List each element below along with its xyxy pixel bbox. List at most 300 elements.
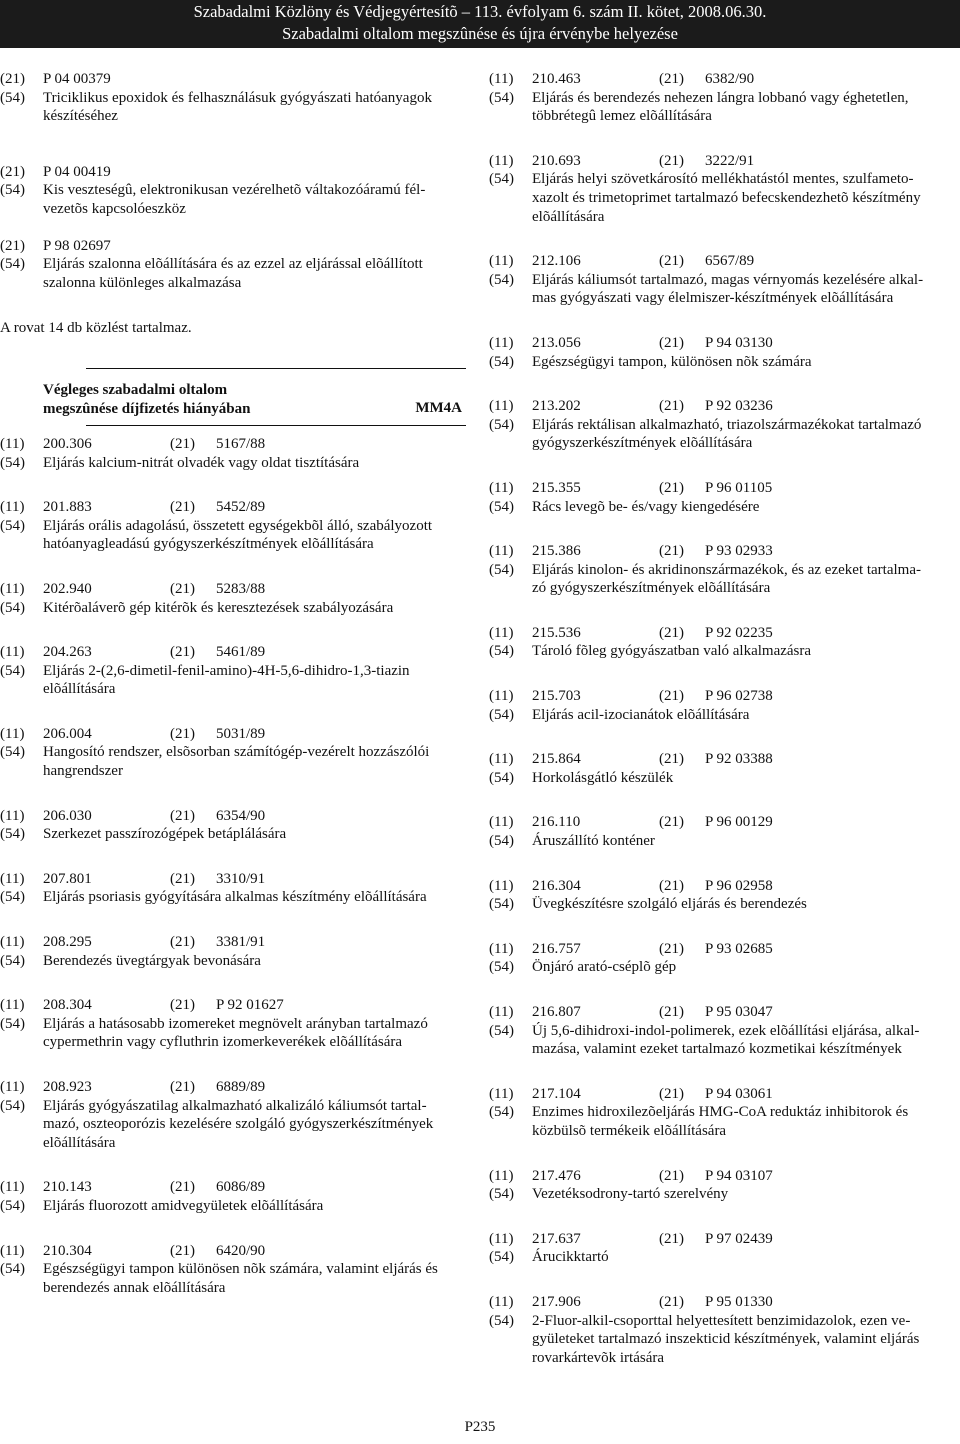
entry-title-line	[489, 1312, 960, 1331]
field-code: (21)	[170, 1242, 195, 1259]
number-values	[532, 1230, 960, 1249]
section-heading-line2: megszûnése díjfizetés hiányában	[43, 400, 251, 417]
entry-title-line	[0, 454, 470, 473]
patent-number: 217.104	[532, 1085, 581, 1102]
number-values	[43, 725, 470, 744]
number-values	[532, 750, 960, 769]
number-values	[532, 940, 960, 959]
entry-title-line	[489, 1022, 960, 1041]
patent-entry	[0, 1178, 470, 1215]
application-number: 6382/90	[705, 71, 755, 87]
patent-title: Egészségügyi tampon különösen nõk számára, valamint eljárás és	[43, 1261, 438, 1278]
patent-entry	[489, 940, 960, 977]
patent-number: 213.056	[532, 334, 581, 351]
number-values	[532, 542, 960, 561]
field-code: (11)	[0, 499, 25, 516]
application-number: P 96 02958	[705, 877, 773, 894]
patent-title: Eljárás rektálisan alkalmazható, triazolszármazékokat tartalmazó	[532, 416, 922, 433]
entry-line	[0, 107, 470, 126]
field-code	[0, 680, 43, 699]
section-heading-line1: Végleges szabadalmi oltalom	[43, 381, 228, 398]
field-value: Kis veszteségû, elektronikusan vezérelhetõ váltakozóáramú fél-	[43, 182, 426, 199]
number-values	[43, 1242, 470, 1261]
field-code: (54)	[0, 826, 25, 843]
entry-title-line	[489, 498, 960, 517]
patent-title: többrétegû lemez elõállítására	[532, 108, 712, 125]
patent-number: 208.295	[43, 934, 92, 951]
field-value: készítéséhez	[43, 108, 118, 125]
patent-number: 215.864	[532, 751, 581, 768]
field-code: (21)	[659, 1293, 684, 1310]
entry-title-line	[0, 680, 470, 699]
application-number: P 94 03107	[705, 1167, 773, 1184]
number-values	[43, 1178, 470, 1197]
application-number: 6889/89	[216, 1079, 266, 1095]
field-code: (54)	[0, 889, 25, 906]
entry-title-line	[489, 1330, 960, 1349]
field-code: (11)	[0, 435, 25, 452]
entry-title-line	[489, 416, 960, 435]
entry-title-line	[0, 517, 470, 536]
entry-number-line	[0, 725, 470, 744]
entry-line	[0, 163, 470, 182]
application-number: P 92 03388	[705, 751, 773, 768]
entry-title-line	[489, 89, 960, 108]
patent-title: Üvegkészítésre szolgáló eljárás és berendezés	[532, 896, 807, 913]
entry-number-line	[489, 940, 960, 959]
field-code: (21)	[659, 877, 684, 894]
field-code: (11)	[0, 725, 25, 742]
patent-number: 216.757	[532, 940, 581, 957]
entry-number-line	[0, 498, 470, 517]
entry-title-line	[489, 1040, 960, 1059]
entry-title-line	[489, 1349, 960, 1368]
patent-title: Eljárás kalcium-nitrát olvadék vagy oldat tisztítására	[43, 454, 360, 471]
number-values	[532, 397, 960, 416]
field-code: (11)	[0, 807, 25, 824]
number-values	[43, 933, 470, 952]
patent-entry	[489, 813, 960, 850]
patent-title: gyógyszerkészítmények elõállítására	[532, 435, 753, 452]
entry-line	[0, 70, 470, 89]
field-code: (54)	[0, 1015, 25, 1032]
patent-entry	[0, 725, 470, 781]
field-code: (21)	[659, 624, 684, 641]
number-values	[532, 1085, 960, 1104]
entry-title-line	[489, 832, 960, 851]
field-value: P 04 00379	[43, 71, 111, 87]
field-code: (21)	[659, 543, 684, 560]
patent-number: 202.940	[43, 580, 92, 597]
entry-title-line	[489, 958, 960, 977]
patent-entry	[0, 163, 470, 219]
entry-number-line	[489, 1230, 960, 1249]
field-code: (11)	[489, 479, 514, 496]
patent-entry	[0, 643, 470, 699]
field-code: (54)	[489, 271, 514, 288]
entry-title-line	[0, 825, 470, 844]
application-number: 3381/91	[216, 934, 266, 951]
patent-entry	[0, 435, 470, 472]
patent-entry	[0, 580, 470, 617]
patent-number: 210.143	[43, 1179, 92, 1196]
entry-number-line	[0, 643, 470, 662]
patent-number: 215.703	[532, 688, 581, 705]
patent-title: cypermethrin vagy cyfluthrin izomerkeverékek elõállítására	[43, 1034, 403, 1051]
entry-title-line	[489, 107, 960, 126]
patent-title: mazása, valamint ezeket tartalmazó kozmetikai készítmények	[532, 1041, 902, 1058]
patent-title: Áruszállító konténer	[532, 833, 655, 850]
entry-title-line	[0, 662, 470, 681]
field-code: (11)	[489, 751, 514, 768]
entry-line	[0, 237, 470, 256]
field-code: (21)	[170, 644, 195, 661]
patent-number: 215.386	[532, 543, 581, 560]
patent-entry	[489, 1085, 960, 1141]
field-code: (11)	[489, 1004, 514, 1020]
field-code	[489, 189, 532, 208]
patent-title: Eljárás gyógyászatilag alkalmazható alkalizáló káliumsót tartal-	[43, 1097, 427, 1114]
field-code: (54)	[0, 1197, 25, 1214]
patent-title: Vezetéksodrony-tartó szerelvény	[532, 1186, 729, 1203]
application-number: P 92 01627	[216, 997, 284, 1014]
patent-entry	[489, 152, 960, 226]
patent-number: 208.304	[43, 997, 92, 1014]
field-code	[0, 1134, 43, 1153]
patent-title: Tároló fõleg gyógyászatban való alkalmazásra	[532, 643, 812, 660]
patent-entry	[0, 498, 470, 554]
field-code	[0, 535, 43, 554]
patent-entry	[489, 750, 960, 787]
entry-title-line	[0, 1015, 470, 1034]
entry-title-line	[489, 289, 960, 308]
number-values	[43, 643, 470, 662]
application-number: P 95 03047	[705, 1004, 773, 1020]
field-code: (11)	[489, 1230, 514, 1247]
field-code: (54)	[0, 256, 25, 273]
patent-entry	[489, 624, 960, 661]
field-code: (11)	[489, 940, 514, 957]
patent-title: elõállítására	[43, 1134, 116, 1151]
field-code: (54)	[489, 706, 514, 723]
field-code	[489, 1122, 532, 1141]
field-code	[489, 579, 532, 598]
field-code: (21)	[170, 1079, 195, 1095]
patent-entry	[0, 996, 470, 1052]
field-value: Triciklikus epoxidok és felhasználásuk gyógyászati hatóanyagok	[43, 89, 432, 106]
entry-title-line	[489, 271, 960, 290]
number-values	[532, 334, 960, 353]
field-code: (11)	[489, 253, 514, 270]
field-code	[0, 107, 43, 126]
application-number: 5283/88	[216, 580, 266, 597]
entry-title-line	[489, 208, 960, 227]
right-column	[489, 70, 960, 1367]
entry-number-line	[489, 334, 960, 353]
field-code: (54)	[0, 662, 25, 679]
field-code	[489, 289, 532, 308]
number-values	[43, 996, 470, 1015]
application-number: P 93 02933	[705, 543, 773, 560]
field-code: (21)	[659, 1167, 684, 1184]
field-code: (11)	[489, 814, 514, 831]
patent-title: xazolt és trimetoprimet tartalmazó befecskendezhetõ készítmény	[532, 189, 921, 206]
entry-title-line	[0, 1197, 470, 1216]
patent-title: Eljárás káliumsót tartalmazó, magas vérnyomás kezelésére alkal-	[532, 271, 924, 288]
field-code: (11)	[0, 870, 25, 887]
entry-number-line	[0, 933, 470, 952]
entry-number-line	[489, 1167, 960, 1186]
patent-title: gyületeket tartalmazó inszekticid készítmények, valamint eljárás	[532, 1331, 920, 1348]
number-values	[43, 498, 470, 517]
field-code: (21)	[170, 807, 195, 824]
entry-number-line	[489, 877, 960, 896]
patent-number: 206.030	[43, 807, 92, 824]
application-number: P 96 01105	[705, 479, 773, 496]
patent-number: 215.536	[532, 624, 581, 641]
entry-title-line	[0, 888, 470, 907]
field-code: (54)	[489, 353, 514, 370]
field-code: (21)	[170, 934, 195, 951]
number-values	[532, 624, 960, 643]
entry-title-line	[489, 642, 960, 661]
entry-title-line	[0, 1260, 470, 1279]
application-number: 5452/89	[216, 499, 266, 516]
number-values	[532, 1003, 960, 1022]
patent-title: Árucikktartó	[532, 1249, 609, 1266]
field-code: (54)	[489, 171, 514, 188]
field-code: (11)	[489, 334, 514, 351]
section-note: A rovat 14 db közlést tartalmaz.	[0, 320, 192, 337]
entry-number-line	[0, 435, 470, 454]
entry-number-line	[489, 397, 960, 416]
entry-title-line	[0, 1115, 470, 1134]
entry-number-line	[489, 152, 960, 171]
field-code: (54)	[489, 1186, 514, 1203]
patent-number: 208.923	[43, 1079, 92, 1095]
entry-title-line	[0, 1134, 470, 1153]
entry-number-line	[0, 1178, 470, 1197]
field-code: (54)	[489, 416, 514, 433]
application-number: P 96 02738	[705, 688, 773, 705]
patent-title: Eljárás psoriasis gyógyítására alkalmas készítmény elõállítására	[43, 889, 427, 906]
field-code: (11)	[0, 934, 25, 951]
entry-title-line	[0, 743, 470, 762]
patent-entry	[0, 237, 470, 293]
field-code	[489, 1349, 532, 1368]
application-number: 6354/90	[216, 807, 266, 824]
entry-title-line	[0, 952, 470, 971]
number-values	[532, 877, 960, 896]
field-code: (21)	[659, 1004, 684, 1020]
patent-number: 206.004	[43, 725, 92, 742]
field-code: (11)	[489, 688, 514, 705]
patent-title: Hangosító rendszer, elsõsorban számítógép-vezérelt hozzászólói	[43, 744, 430, 761]
number-values	[532, 687, 960, 706]
patent-title: zó gyógyszerkészítmények elõállítására	[532, 580, 771, 597]
entry-number-line	[489, 624, 960, 643]
application-number: P 92 02235	[705, 624, 773, 641]
patent-entry	[489, 542, 960, 598]
field-code	[0, 762, 43, 781]
section-rule-bottom	[86, 425, 466, 426]
field-code: (21)	[659, 253, 684, 270]
application-number: 3310/91	[216, 870, 266, 887]
application-number: P 92 03236	[705, 398, 773, 415]
patent-entry	[489, 1167, 960, 1204]
number-values	[532, 252, 960, 271]
field-code: (54)	[489, 643, 514, 660]
field-code	[0, 1279, 43, 1298]
entry-number-line	[0, 580, 470, 599]
field-code: (21)	[659, 751, 684, 768]
patent-title: Eljárás orális adagolású, összetett egységekbõl álló, szabályozott	[43, 517, 433, 534]
journal-title: Szabadalmi Közlöny és Védjegyértesítõ – 113. évfolyam 6. szám II. kötet, 2008.06.30.	[193, 2, 767, 21]
field-code: (54)	[489, 833, 514, 850]
patent-entry	[0, 70, 470, 126]
entry-title-line	[489, 1248, 960, 1267]
entry-title-line	[0, 599, 470, 618]
application-number: P 93 02685	[705, 940, 773, 957]
field-code: (54)	[489, 1104, 514, 1121]
patent-number: 217.476	[532, 1167, 581, 1184]
field-code: (11)	[489, 1167, 514, 1184]
number-values	[532, 1167, 960, 1186]
field-code: (21)	[170, 997, 195, 1014]
left-column	[0, 70, 470, 1297]
mm4a-section-header	[43, 368, 470, 426]
field-code: (54)	[489, 1022, 514, 1039]
number-values	[532, 813, 960, 832]
field-code: (54)	[489, 561, 514, 578]
entry-number-line	[489, 542, 960, 561]
patent-number: 216.807	[532, 1004, 581, 1020]
entry-title-line	[0, 1033, 470, 1052]
field-code	[0, 1115, 43, 1134]
patent-title: Kitérõaláverõ gép kitérõk és keresztezések szabályozására	[43, 599, 394, 616]
patent-title: Szerkezet passzírozógépek betáplálására	[43, 826, 287, 843]
entry-number-line	[0, 807, 470, 826]
patent-number: 217.906	[532, 1293, 581, 1310]
field-code: (54)	[0, 182, 25, 199]
entry-title-line	[0, 1097, 470, 1116]
field-code: (11)	[489, 398, 514, 415]
patent-title: Eljárás fluorozott amidvegyületek elõállítására	[43, 1197, 324, 1214]
number-values	[532, 152, 960, 171]
field-value: szalonna különleges alkalmazása	[43, 274, 242, 291]
patent-title: berendezés annak elõállítására	[43, 1279, 226, 1296]
patent-title: Eljárás helyi szövetkárosító mellékhatástól mentes, szulfameto-	[532, 171, 914, 188]
patent-title: Egészségügyi tampon, különösen nõk számára	[532, 353, 812, 370]
field-code: (21)	[170, 1179, 195, 1196]
field-code: (54)	[489, 896, 514, 913]
field-code: (11)	[0, 1179, 25, 1196]
patent-entry	[489, 252, 960, 308]
entry-line	[0, 181, 470, 200]
field-code	[489, 107, 532, 126]
patent-title: Horkolásgátló készülék	[532, 769, 674, 786]
patent-entry	[0, 1242, 470, 1298]
entry-number-line	[489, 1003, 960, 1022]
field-code: (11)	[0, 644, 25, 661]
entry-number-line	[0, 1078, 470, 1097]
entry-number-line	[489, 479, 960, 498]
entry-line	[0, 200, 470, 219]
patent-title: Eljárás acil-izocianátok elõállítására	[532, 706, 750, 723]
field-code: (54)	[489, 1249, 514, 1266]
patent-entry	[489, 1003, 960, 1059]
patent-number: 210.693	[532, 152, 581, 169]
patent-title: elõállítására	[43, 681, 116, 698]
entry-title-line	[489, 1122, 960, 1141]
entry-title-line	[489, 706, 960, 725]
patent-title: Enzimes hidroxilezõeljárás HMG-CoA reduktáz inhibitorok és	[532, 1104, 909, 1121]
entry-title-line	[489, 561, 960, 580]
patent-title: Berendezés üvegtárgyak bevonására	[43, 952, 261, 969]
application-number: 5167/88	[216, 435, 266, 452]
entry-number-line	[489, 750, 960, 769]
patent-entry	[489, 397, 960, 453]
field-code: (21)	[659, 398, 684, 415]
entry-title-line	[489, 170, 960, 189]
field-code: (54)	[0, 599, 25, 616]
patent-entry	[489, 687, 960, 724]
entry-number-line	[489, 1293, 960, 1312]
field-code: (11)	[0, 1079, 25, 1095]
number-values	[43, 807, 470, 826]
field-code: (21)	[170, 435, 195, 452]
field-code: (21)	[659, 814, 684, 831]
application-number: P 95 01330	[705, 1293, 773, 1310]
patent-title: mas gyógyászati vagy élelmiszer-készítmények elõállítására	[532, 290, 894, 307]
entry-title-line	[0, 535, 470, 554]
field-code: (54)	[0, 517, 25, 534]
field-code: (21)	[659, 334, 684, 351]
application-number: 5031/89	[216, 725, 266, 742]
field-code	[0, 1033, 43, 1052]
number-values	[43, 435, 470, 454]
patent-number: 207.801	[43, 870, 92, 887]
field-code: (11)	[0, 1242, 25, 1259]
application-number: P 94 03130	[705, 334, 773, 351]
patent-entry	[0, 870, 470, 907]
patent-entry	[489, 70, 960, 126]
field-code: (21)	[0, 163, 25, 180]
field-code: (54)	[0, 89, 25, 106]
entry-title-line	[489, 1185, 960, 1204]
number-values	[43, 580, 470, 599]
field-code: (21)	[170, 499, 195, 516]
entry-title-line	[489, 1103, 960, 1122]
patent-number: 200.306	[43, 435, 92, 452]
field-code: (54)	[0, 1097, 25, 1114]
patent-title: Eljárás a hatásosabb izomereket megnövelt arányban tartalmazó	[43, 1015, 428, 1032]
field-code: (21)	[0, 237, 25, 254]
entry-title-line	[489, 769, 960, 788]
entry-number-line	[489, 252, 960, 271]
application-number: 5461/89	[216, 644, 266, 661]
patent-entry	[489, 877, 960, 914]
entry-line	[0, 255, 470, 274]
field-code: (21)	[170, 580, 195, 597]
field-code: (11)	[489, 877, 514, 894]
application-number: 6086/89	[216, 1179, 266, 1196]
field-code: (54)	[489, 769, 514, 786]
application-number: 6420/90	[216, 1242, 266, 1259]
entry-title-line	[0, 1279, 470, 1298]
field-code	[0, 274, 43, 293]
patent-title: Új 5,6-dihidroxi-indol-polimerek, ezek elõállítási eljárása, alkal-	[532, 1022, 920, 1039]
